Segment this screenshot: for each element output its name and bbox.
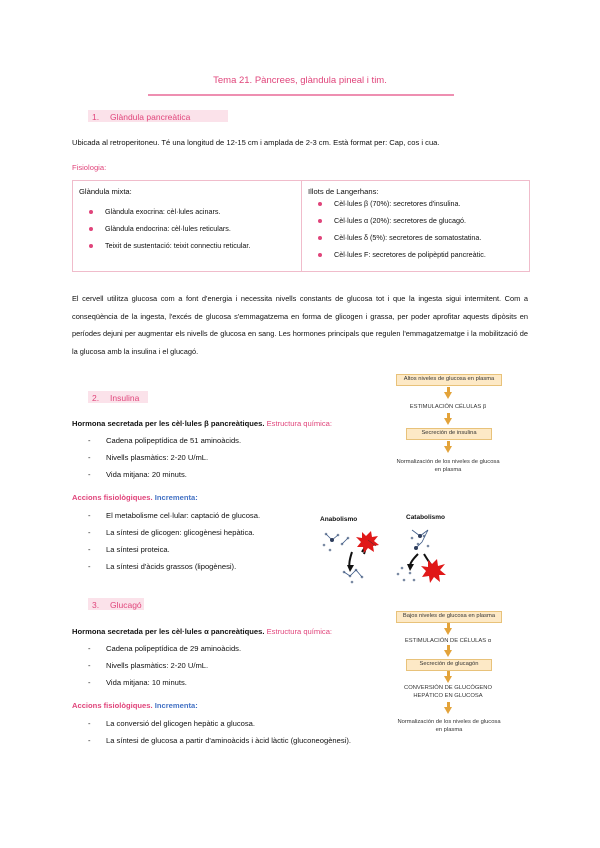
list-item: - La síntesi proteica. <box>88 541 260 558</box>
glucago-accions-line <box>72 700 198 712</box>
list-item: - La síntesi de glucosa a partir d'aminoàcids i àcid làctic (gluconeogènesi). <box>88 732 351 749</box>
flow2-low-glucose-box: Bajos niveles de glucosa en plasma <box>396 611 502 623</box>
catabolismo-label: Catabolismo <box>406 514 446 521</box>
energy-burst-icon <box>421 559 446 583</box>
section-heading-glandula <box>92 112 190 122</box>
flow1-normalization-text: Normalización de los niveles de glucosa en plasma <box>396 459 500 473</box>
physiology-table <box>72 180 530 272</box>
illots-cell <box>302 181 529 271</box>
list-item: - La conversió del glicogen hepàtic a glucosa. <box>88 715 351 732</box>
list-item: Cèl·lules F: secretores de polipèptid pancreàtic. <box>308 246 486 263</box>
flow-arrow <box>444 650 452 657</box>
list-item: Teixit de sustentació: teixit connectiu reticular. <box>79 237 250 254</box>
metabolism-illustration <box>318 514 460 588</box>
section-label: Glucagó <box>110 600 142 610</box>
insulina-struct-list <box>88 432 241 483</box>
flow-arrow <box>444 676 452 683</box>
glandula-mixta-list <box>79 203 250 254</box>
flow-arrow <box>444 446 452 453</box>
list-item: - La síntesi de glicogen: glicogènesi hepàtica. <box>88 524 260 541</box>
glucago-lead-line <box>72 626 332 638</box>
section-heading-insulina <box>92 393 139 403</box>
section-heading-glucago <box>92 600 142 610</box>
energy-burst-icon <box>356 531 379 553</box>
list-item: - Nivells plasmàtics: 2-20 U/mL. <box>88 449 241 466</box>
section-label: Glàndula pancreàtica <box>110 112 191 122</box>
section-number: 1. <box>92 112 100 122</box>
accions-label: Accions fisiològiques. <box>72 493 153 502</box>
list-item: - Cadena polipeptídica de 29 aminoàcids. <box>88 640 241 657</box>
fisiologia-label: Fisiologia: <box>72 163 107 172</box>
list-item: Glàndula endocrina: cèl·lules reticulars. <box>79 220 250 237</box>
insulina-accions-list <box>88 507 260 575</box>
incrementa-label: Incrementa: <box>154 493 198 502</box>
list-item: Cèl·lules δ (5%): secretores de somatostatina. <box>308 229 486 246</box>
flow-arrow <box>444 418 452 425</box>
flow1-secretion-box: Secreción de insulina <box>406 428 492 440</box>
section-number: 3. <box>92 600 100 610</box>
insulina-struct-label: Estructura química: <box>266 419 332 428</box>
list-item: - El metabolisme cel·lular: captació de glucosa. <box>88 507 260 524</box>
glandula-mixta-head: Glàndula mixta: <box>79 187 132 196</box>
illots-list <box>308 195 486 263</box>
list-item: Glàndula exocrina: cèl·lules acinars. <box>79 203 250 220</box>
flow-arrow <box>444 392 452 399</box>
glandula-mixta-cell <box>73 181 302 271</box>
glucago-lead: Hormona secretada per les cèl·lules α pancreàtiques. <box>72 627 265 636</box>
flow2-stimulation-text: ESTIMULACIÓN DE CÉLULAS α <box>404 638 492 644</box>
glucago-struct-label: Estructura química: <box>266 627 333 636</box>
list-item: - La síntesi d'àcids grassos (lipogènesi). <box>88 558 260 575</box>
glucose-paragraph: El cervell utilitza glucosa com a font d'energia i necessita nivells constants de glucosa tot i que la ingesta sigui intermitent. Com a conseqüència de la ingesta, l'excés de glucosa s'emmagatzema en forma de glicogen i grassa, per poder aprofitar aquests dipòsits en períodes dejuni per augmentar els nivells de glucosa en sang. Les hormones principals que regulen l'emmagatzematge i la mobilització de la glucosa amb la insulina i el glucagó. <box>72 294 528 356</box>
list-item: - Cadena polipeptídica de 51 aminoàcids. <box>88 432 241 449</box>
section-label: Insulina <box>110 393 140 403</box>
page-title: Tema 21. Pàncrees, glàndula pineal i tim. <box>213 75 387 86</box>
list-item: - Vida mitjana: 10 minuts. <box>88 674 241 691</box>
incrementa-label: Incrementa: <box>154 701 198 710</box>
flow1-stimulation-text: ESTIMULACIÓN CÉLULAS β <box>409 404 487 410</box>
list-item: Cèl·lules α (20%): secretores de glucagó. <box>308 212 486 229</box>
list-item: - Vida mitjana: 20 minuts. <box>88 466 241 483</box>
list-item: Cèl·lules β (70%): secretores d'insulina. <box>308 195 486 212</box>
flow-arrow <box>444 707 452 714</box>
insulina-lead: Hormona secretada per les cèl·lules β pancreàtiques. <box>72 419 265 428</box>
anabolismo-label: Anabolismo <box>320 516 358 523</box>
metabolism-diagram <box>318 514 460 588</box>
title-underline <box>148 94 454 96</box>
insulina-lead-line <box>72 418 332 430</box>
glucago-accions-list <box>88 715 351 749</box>
illots-head: Illots de Langerhans: <box>308 187 379 196</box>
flow2-normalization-text: Normalización de los niveles de glucosa en plasma <box>397 719 501 733</box>
flow-arrow <box>444 628 452 635</box>
insulina-accions-line <box>72 492 198 504</box>
flow2-conversion-text: CONVERSIÓN DE GLUCÓGENO HEPÁTICO EN GLUCOSA <box>404 685 492 699</box>
accions-label: Accions fisiològiques. <box>72 701 153 710</box>
section-number: 2. <box>92 393 100 403</box>
flow1-high-glucose-box: Altos niveles de glucosa en plasma <box>396 374 502 386</box>
intro-text: Ubicada al retroperitoneu. Té una longitud de 12-15 cm i amplada de 2-3 cm. Està format per: Cap, cos i cua. <box>72 138 440 147</box>
list-item: - Nivells plasmàtics: 2-20 U/mL. <box>88 657 241 674</box>
flow2-secretion-box: Secreción de glucagón <box>406 659 492 671</box>
glucago-struct-list <box>88 640 241 691</box>
